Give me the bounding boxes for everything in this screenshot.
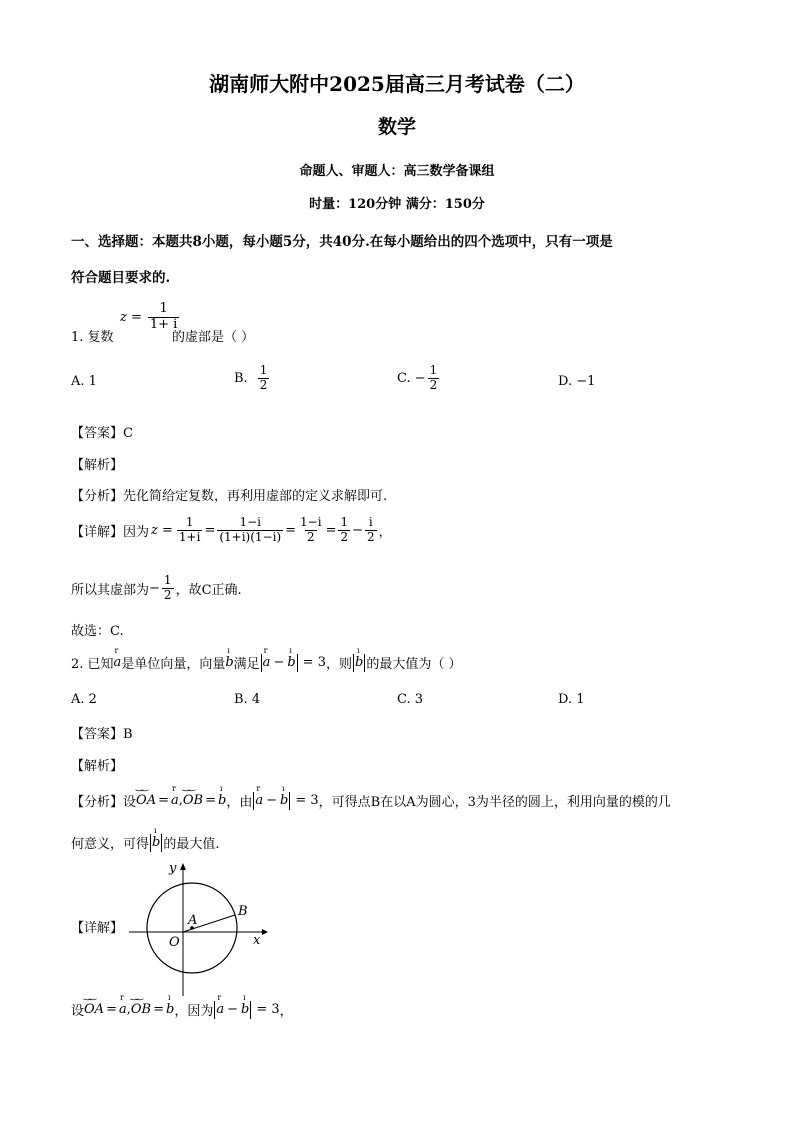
q2-detail-line — [71, 1000, 293, 1019]
q1-so-pre: 所以其虚部为 — [71, 582, 150, 598]
q1-d-minus: − — [352, 522, 364, 538]
q2-last-abs-a: r a — [216, 1002, 224, 1017]
q1-option-c-label: C. − — [397, 370, 426, 386]
q1-d-comma: ， — [378, 524, 392, 540]
q2-fenxi-abs-minus: − — [266, 793, 278, 808]
q2-vec-b: ı b — [225, 655, 233, 670]
label-a: A — [188, 913, 198, 928]
q1-conclusion — [71, 574, 242, 603]
q2-fenxi-comma: , — [178, 793, 183, 808]
q1-number: 1. 复数 — [71, 330, 114, 345]
q2-last-b: ı b — [166, 1002, 174, 1017]
q1-option-c — [397, 364, 441, 393]
q2-last-OA: ‿‿ OA — [84, 1002, 104, 1017]
q2-jiexi: 【解析】 — [71, 759, 124, 774]
q2-fenxi-eq2: = — [205, 793, 217, 808]
q2-fenxi-line2-b: ı b — [152, 835, 160, 850]
q1-frac-num: 1 — [159, 301, 168, 316]
q1-d-f1-num: 1 — [185, 515, 194, 529]
q2-last-eq3: = 3 — [256, 1002, 280, 1017]
q1-fenxi-tag: 【分析】 — [71, 489, 124, 504]
q2-circle-figure — [125, 858, 270, 998]
q2-fenxi-abs-a: r a — [255, 793, 263, 808]
q1-option-c-den: 2 — [429, 377, 438, 392]
q2-abs-a: r a — [263, 655, 271, 670]
q2-last-OB: ‿‿ OB — [131, 1002, 151, 1017]
q2-option-c: C. 3 — [397, 692, 424, 707]
q2-abs-b: ı b — [287, 655, 295, 670]
time-score-line: 时量：120分钟 满分：150分 — [309, 197, 485, 212]
q2-last-a: r a — [119, 1002, 127, 1017]
label-b: B — [238, 904, 248, 919]
q2-abs-minus: − — [273, 655, 285, 670]
q2-last-abs-b: ı b — [241, 1002, 249, 1017]
q2-last-abs-minus: − — [227, 1002, 239, 1017]
subject-title: 数学 — [377, 116, 416, 138]
q2-eq3: = 3 — [302, 655, 326, 670]
q1-jiexi: 【解析】 — [71, 458, 124, 473]
q2-option-b: B. 4 — [234, 692, 261, 707]
q1-answer-tag: 【答案】 — [71, 426, 124, 441]
q2-vec-a: r a — [114, 655, 122, 670]
q2-fenxi-rest: ，可得点B在以A为圆心，3为半径的圆上，利用向量的模的几 — [318, 795, 671, 810]
q1-option-b — [234, 364, 271, 393]
q1-frac-den: 1+ i — [149, 316, 178, 332]
q2-last-pre: 设 — [71, 1004, 85, 1019]
q1-answer — [71, 422, 133, 441]
q1-detail-z: z = — [151, 522, 173, 538]
q1-option-c-num: 1 — [429, 363, 438, 377]
q1-d-f1-den: 1+i — [178, 529, 201, 544]
q1-so-tail: ，故C正确. — [175, 582, 242, 598]
q1-so-minus: − — [149, 580, 160, 596]
q2-fenxi-a: r a — [171, 793, 179, 808]
q1-d-eq3: = — [325, 522, 337, 538]
q2-fenxi — [71, 791, 671, 810]
q1-d-eq2: = — [285, 522, 297, 538]
q2-mid2: 满足 — [233, 657, 260, 672]
q1-d-eq1: = — [204, 522, 216, 538]
q1-option-d: D. −1 — [558, 374, 596, 389]
q1-d-f3-num: 1−i — [300, 515, 322, 529]
q2-pre: 2. 已知 — [71, 657, 114, 672]
y-axis-arrow-icon — [180, 863, 186, 870]
q2-detail-tag: 【详解】 — [71, 921, 124, 936]
q2-last-eq1: = — [106, 1002, 117, 1017]
q2-answer-value: B — [123, 727, 133, 742]
q2-answer-tag: 【答案】 — [71, 727, 124, 742]
q2-tail: 的最大值为（ ） — [366, 657, 462, 672]
q1-detail-tag: 【详解】 — [71, 524, 124, 540]
q1-d-f5-den: 2 — [367, 529, 375, 544]
q1-fenxi — [71, 485, 387, 504]
q2-fenxi-eq3: = 3 — [295, 793, 319, 808]
q1-d-f4-den: 2 — [340, 529, 349, 544]
q1-tail: 的虚部是（ ） — [172, 330, 255, 345]
q2-last-comma: , — [126, 1002, 131, 1017]
q2-option-a: A. 2 — [71, 692, 97, 707]
q1-option-b-num: 1 — [259, 363, 268, 377]
q1-d-f5-num: i — [368, 515, 373, 529]
section-heading-line1: 一、选择题：本题共8小题，每小题5分，共40分.在每小题给出的四个选项中，只有一项是 — [71, 234, 613, 250]
label-y: y — [169, 861, 177, 876]
question-1 — [71, 326, 114, 345]
q2-option-d: D. 1 — [558, 692, 585, 707]
q2-last-eq2: = — [153, 1002, 164, 1017]
label-o: O — [169, 935, 180, 950]
q1-so-num: 1 — [163, 573, 172, 587]
q2-fenxi-OB: ‿‿ OB — [183, 793, 203, 808]
q1-d-f2-den: (1+i)(1−i) — [219, 529, 282, 544]
q2-last-mid: ，因为 — [174, 1004, 214, 1019]
q2-last-tail: ， — [279, 1004, 293, 1019]
q1-fenxi-text: 先化简给定复数，再利用虚部的定义求解即可. — [123, 489, 388, 504]
q2-fenxi-pre: 设 — [123, 795, 137, 810]
q1-option-b-den: 2 — [259, 377, 268, 392]
q2-fenxi-tag: 【分析】 — [71, 795, 124, 810]
q1-answer-value: C — [123, 426, 133, 441]
q2-fenxi-abs-b: ı b — [280, 793, 288, 808]
q2-fenxi-OA: ‿‿ OA — [136, 793, 156, 808]
q1-d-f3-den: 2 — [306, 529, 315, 544]
q1-option-b-label: B. — [234, 370, 248, 386]
q1-choose: 故选：C. — [71, 624, 124, 639]
q1-so-den: 2 — [163, 587, 172, 602]
q2-mid1: 是单位向量，向量 — [121, 657, 226, 672]
q2-fenxi-line2-tail: 的最大值. — [163, 837, 220, 852]
section-heading-line2: 符合题目要求的. — [71, 270, 171, 286]
q2-fenxi-line2-pre: 何意义，可得 — [71, 837, 150, 852]
q1-d-f4-num: 1 — [340, 515, 349, 529]
q2-fenxi-line2 — [71, 833, 219, 852]
question-2 — [71, 653, 461, 672]
q2-answer — [71, 723, 133, 742]
q2-mid3: ，则 — [325, 657, 352, 672]
q1-d-f2-num: 1−i — [239, 515, 261, 529]
q2-fenxi-b: ı b — [218, 793, 226, 808]
q1-option-a: A. 1 — [71, 374, 97, 389]
q2-abs-b2: ı b — [355, 655, 363, 670]
page-title: 湖南师大附中2025届高三月考试卷（二） — [209, 72, 585, 96]
q1-detail-pre: 因为 — [123, 524, 150, 540]
label-x: x — [253, 933, 261, 948]
x-axis-arrow-icon — [262, 929, 268, 935]
q2-fenxi-mid: ，由 — [226, 795, 253, 810]
q2-fenxi-eq1: = — [158, 793, 169, 808]
q1-detail — [71, 516, 392, 545]
authors-line: 命题人、审题人：高三数学备课组 — [299, 164, 495, 179]
q1-z: z = — [120, 309, 142, 325]
